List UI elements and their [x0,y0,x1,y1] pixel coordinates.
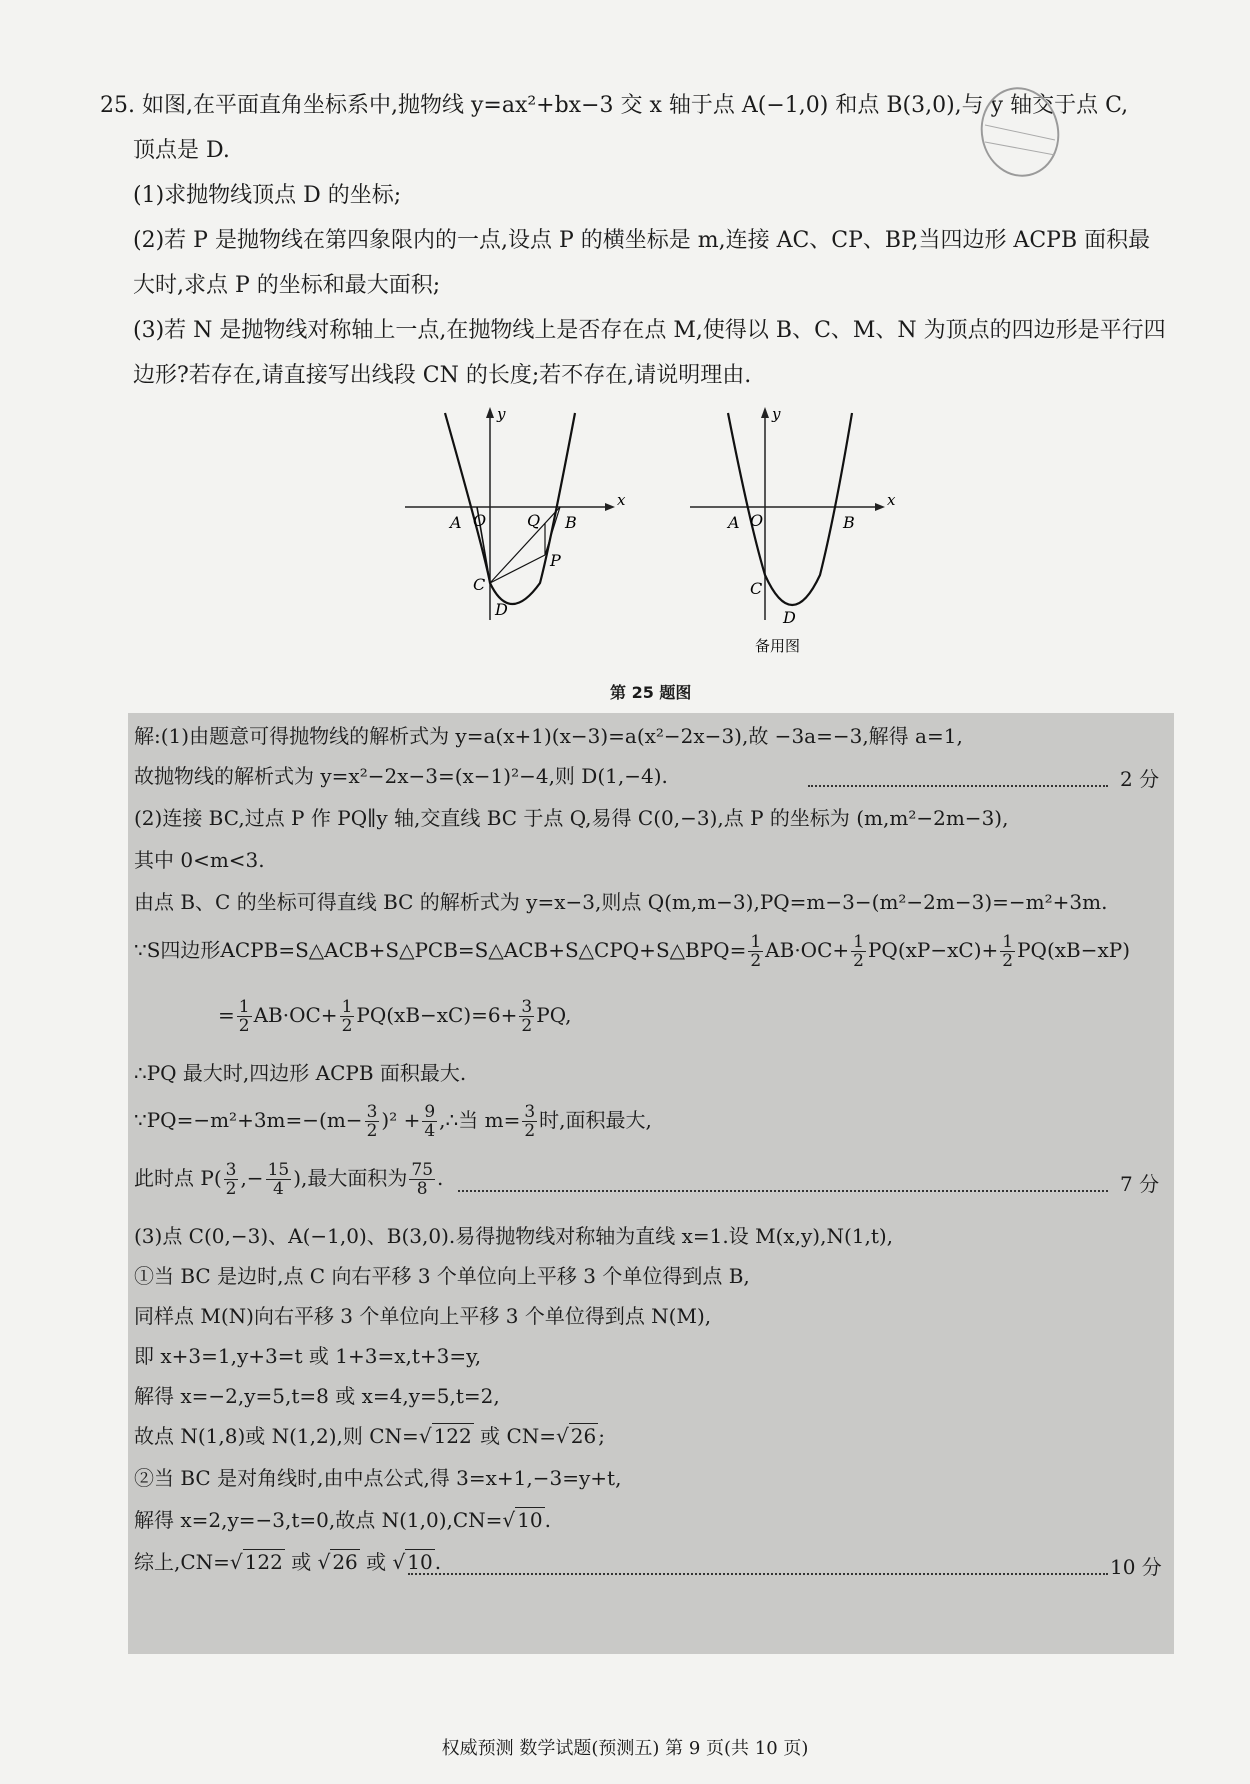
answer-cn-line: 故点 N(1,8)或 N(1,2),则 CN=√ 122 或 CN=√ 26 ; [134,1424,605,1448]
question-line-1: 25. 如图,在平面直角坐标系中,抛物线 y=ax²+bx−3 交 x 轴于点 A(−1,0) 和点 B(3,0),与 y 轴交于点 C, [100,93,1129,118]
answer-line: ∴PQ 最大时,四边形 ACPB 面积最大. [134,1061,467,1085]
parabola-figure-right [680,405,920,660]
leader-dots [408,1571,1108,1575]
answer-line: 由点 B、C 的坐标可得直线 BC 的解析式为 y=x−3,则点 Q(m,m−3),PQ=m−3−(m²−2m−3)=−m²+3m. [134,890,1108,914]
label-A: A [450,513,462,532]
label-O: O [473,511,487,530]
answer-line: 故抛物线的解析式为 y=x²−2x−3=(x−1)²−4,则 D(1,−4). [134,764,668,788]
x-label-right: x [887,491,896,509]
backup-figure-caption: 备用图 [755,637,801,655]
answer-line: (2)连接 BC,过点 P 作 PQ∥y 轴,交直线 BC 于点 Q,易得 C(0,−3),点 P 的坐标为 (m,m²−2m−3), [134,806,1009,830]
question-part-2a: (2)若 P 是抛物线在第四象限内的一点,设点 P 的横坐标是 m,连接 AC、CP、BP,当四边形 ACPB 面积最 [133,228,1151,253]
label-O-right: O [750,511,764,530]
label-D-right: D [783,608,796,627]
question-part-3b: 边形?若存在,请直接写出线段 CN 的长度;若不存在,请说明理由. [133,363,752,388]
stamp-icon [975,80,1065,180]
question-part-3a: (3)若 N 是抛物线对称轴上一点,在抛物线上是否存在点 M,使得以 B、C、M、N 为顶点的四边形是平行四 [133,318,1166,343]
question-line-2: 顶点是 D. [133,138,230,163]
answer-line: 其中 0<m<3. [134,848,265,872]
leader-dots [458,1188,1108,1192]
parabola-curve [445,413,575,604]
answer-point-line: 此时点 P( $\frac{3}{2}$ ,− $\frac{15}{4}$ ),最大面积为 $\frac{75}{8}$ . [134,1160,444,1199]
label-Q: Q [527,511,541,530]
answer-max-line: ∵PQ=−m²+3m=−(m− $\frac{3}{2}$ )² + $\frac{9}{4}$ ,∴当 m= $\frac{3}{2}$ 时,面积最大, [134,1102,652,1141]
answer-line: 即 x+3=1,y+3=t 或 1+3=x,t+3=y, [134,1344,482,1368]
label-A-right: A [728,513,740,532]
label-C: C [473,575,486,594]
answer-line: 解得 x=−2,y=5,t=8 或 x=4,y=5,t=2, [134,1384,500,1408]
answer-area-formula: ∵S四边形ACPB=S△ACB+S△PCB=S△ACB+S△CPQ+S△BPQ= $\frac{1}{2}$ AB·OC+ $\frac{1}{2}$ PQ(xP−xC)+ $\frac{1}{2}$ PQ(xB−xP) [134,932,1131,971]
y-label-right: y [772,405,781,423]
score-10: 10 分 [1110,1555,1162,1579]
answer-box [128,713,1174,1654]
score-7: 7 分 [1120,1172,1160,1196]
answer-summary: 综上,CN=√ 122 或 √ 26 或 √ 10 . [134,1550,442,1574]
answer-area-formula-2: = $\frac{1}{2}$ AB·OC+ $\frac{1}{2}$ PQ(xB−xC)=6+ $\frac{3}{2}$ PQ, [218,997,572,1036]
label-D: D [495,600,508,619]
question-part-2b: 大时,求点 P 的坐标和最大面积; [133,273,441,298]
answer-line: 解:(1)由题意可得抛物线的解析式为 y=a(x+1)(x−3)=a(x²−2x−3),故 −3a=−3,解得 a=1, [134,724,963,748]
parabola-figure-left [395,405,645,630]
label-C-right: C [750,579,763,598]
x-label: x [617,491,626,509]
answer-line: ①当 BC 是边时,点 C 向右平移 3 个单位向上平移 3 个单位得到点 B, [134,1264,750,1288]
figure-caption: 第 25 题图 [610,683,692,702]
label-B: B [565,513,577,532]
answer-line: 同样点 M(N)向右平移 3 个单位向上平移 3 个单位得到点 N(M), [134,1304,712,1328]
leader-dots [808,783,1108,787]
page-footer: 权威预测 数学试题(预测五) 第 9 页(共 10 页) [441,1738,809,1759]
y-label: y [497,405,506,423]
label-B-right: B [843,513,855,532]
answer-cn-line-2: 解得 x=2,y=−3,t=0,故点 N(1,0),CN=√ 10 . [134,1508,551,1532]
score-2: 2 分 [1120,767,1160,791]
question-part-1: (1)求抛物线顶点 D 的坐标; [133,183,402,208]
label-P: P [550,551,561,570]
answer-line: (3)点 C(0,−3)、A(−1,0)、B(3,0).易得抛物线对称轴为直线 x=1.设 M(x,y),N(1,t), [134,1224,894,1248]
answer-line: ②当 BC 是对角线时,由中点公式,得 3=x+1,−3=y+t, [134,1466,622,1490]
